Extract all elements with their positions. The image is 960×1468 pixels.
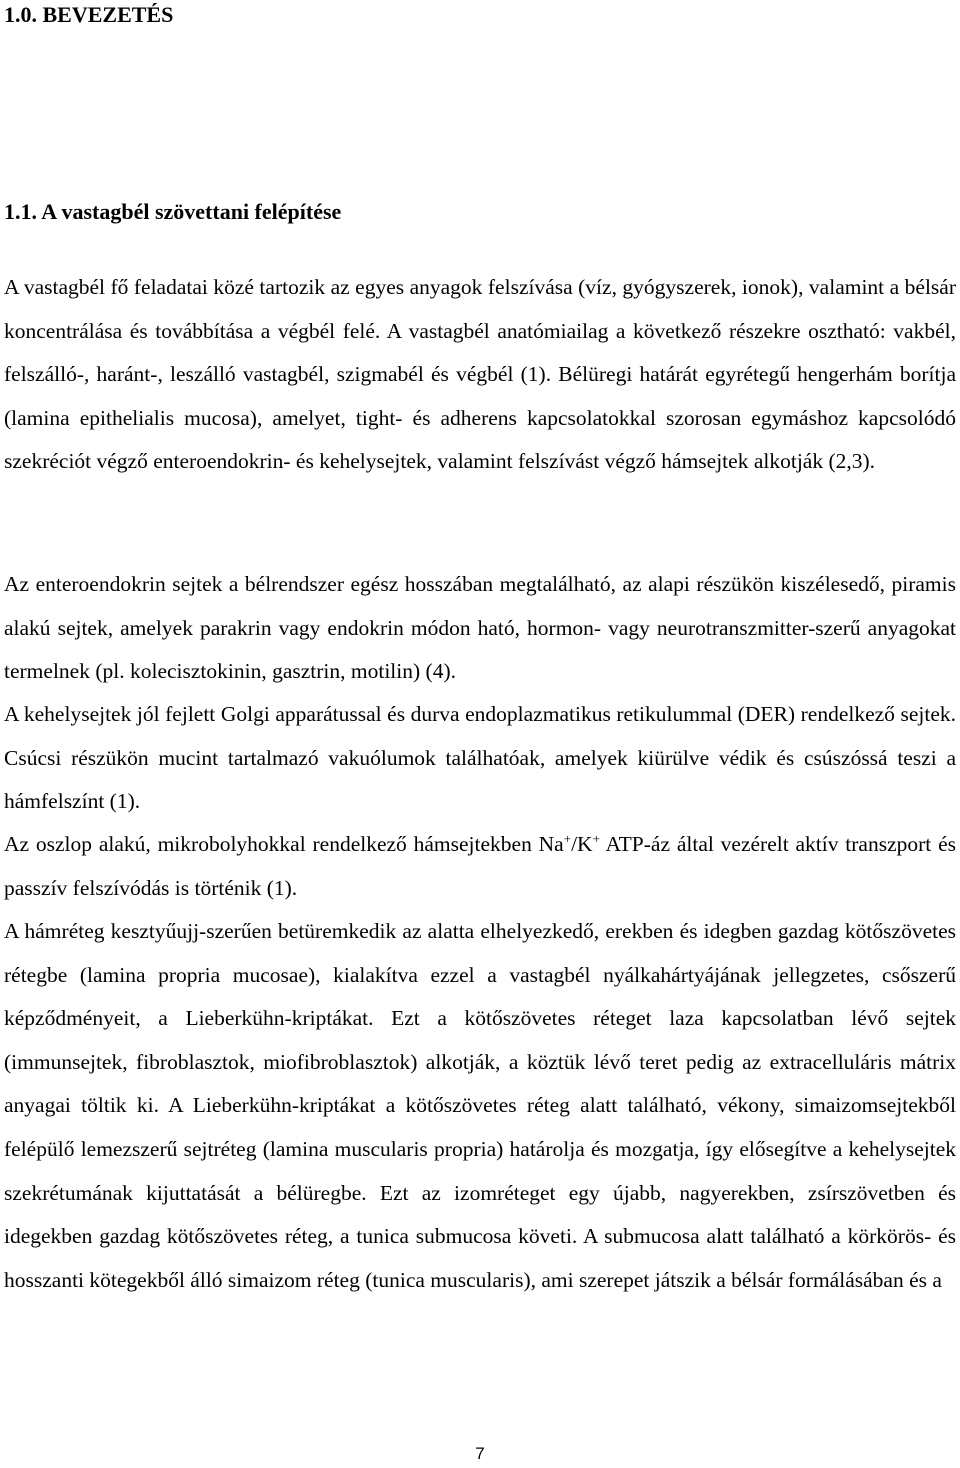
p4-superscript-na: + — [563, 830, 572, 846]
paragraph-intro: A vastagbél fő feladatai közé tartozik az egyes anyagok felszívása (víz, gyógyszerek, ionok), valamint a bélsár koncentrálása és továbbítása a végbél felé. A vastagbél anatómiailag a következő részekre osztható: vakbél, felszálló-, haránt-, leszálló vastagbél, szigmabél és végbél (1). Bélüregi határát egyrétegű hengerhám borítja (lamina epithelialis mucosa), amelyet, tight- és adherens kapcsolatokkal szorosan egymáshoz kapcsolódó szekréciót végző enteroendokrin- és kehelysejtek, valamint felszívást végző hámsejtek alkotják (2,3). — [4, 275, 956, 474]
page-number: 7 — [475, 1444, 485, 1463]
subsection-heading: 1.1. A vastagbél szövettani felépítése — [4, 199, 342, 224]
paragraph-enteroendocrine: Az enteroendokrin sejtek a bélrendszer egész hosszában megtalálható, az alapi részükön kiszélesedő, piramis alakú sejtek, amelyek parakrin vagy endokrin módon ható, hormon- vagy neurotranszmitter-szerű anyagokat termelnek (pl. kolecisztokinin, gasztrin, motilin) (4). — [4, 572, 956, 684]
p4-superscript-k: + — [592, 830, 600, 846]
paragraph-goblet-cells: A kehelysejtek jól fejlett Golgi apparátussal és durva endoplazmatikus retikulummal (DER) rendelkező sejtek. Csúcsi részükön mucint tartalmazó vakuólumok találhatóak, amelyek kiürülve védik és csúszóssá teszi a hámfelszínt (1). — [4, 702, 956, 814]
section-heading: 1.0. BEVEZETÉS — [4, 2, 174, 27]
paragraph-lamina-propria: A hámréteg kesztyűujj-szerűen betüremkedik az alatta elhelyezkedő, erekben és idegben gazdag kötőszövetes rétegbe (lamina propria mucosae), kialakítva ezzel a vastagbél nyálkahártyájának jellegzetes, csőszerű képződményeit, a Lieberkühn-kriptákat. Ezt a kötőszövetes réteget laza kapcsolatban lévő sejtek (immunsejtek, fibroblasztok, miofibroblasztok) alkotják, a köztük lévő teret pedig az extracelluláris mátrix anyagai töltik ki. A Lieberkühn-kriptákat a kötőszövetes réteg alatt található, vékony, simaizomsejtekből felépülő lemezszerű sejtréteg (lamina muscularis propria) határolja és mozgatja, így elősegítve a kehelysejtek szekrétumának kijuttatását a bélüregbe. Ezt az izomréteget egy újabb, nagyerekben, zsírszövetben és idegekben gazdag kötőszövetes réteg, a tunica submucosa követi. A submucosa alatt található a körkörös- és hosszanti kötegekből álló simaizom réteg (tunica muscularis), ami szerepet játszik a bélsár formálásában és a — [4, 919, 956, 1292]
paragraph-epithelial-transport — [4, 823, 956, 910]
p4-text-after: ATP-áz által vezérelt aktív transzport és passzív felszívódás is történik (1). — [4, 832, 956, 900]
p4-text-before: Az oszlop alakú, mikrobolyhokkal rendelkező hámsejtekben Na — [4, 832, 564, 856]
p4-text-middle: /K — [571, 832, 593, 856]
